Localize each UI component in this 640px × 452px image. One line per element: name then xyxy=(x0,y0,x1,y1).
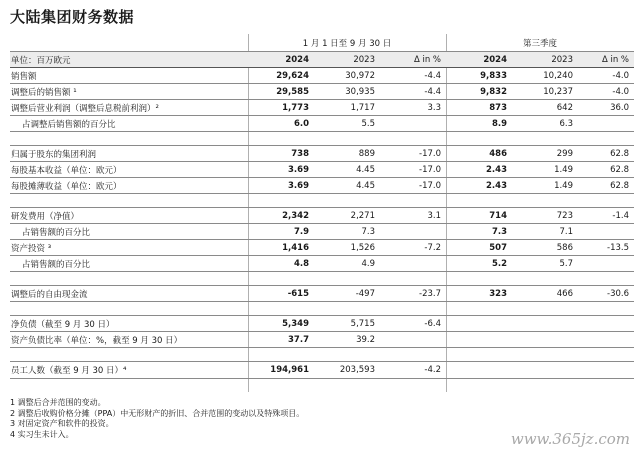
table-cell: 8.9 xyxy=(491,118,507,129)
table-cell: 723 xyxy=(556,210,573,221)
col-header: 2023 xyxy=(353,54,375,65)
row-label: 销售额 xyxy=(11,71,37,82)
table-cell xyxy=(578,316,634,331)
table-cell xyxy=(446,332,512,347)
table-cell: 5.5 xyxy=(361,118,375,129)
table-cell: 299 xyxy=(556,148,573,159)
table-row xyxy=(10,362,634,379)
watermark: www.365jz.com xyxy=(510,430,630,448)
page-title: 大陆集团财务数据 xyxy=(10,8,135,26)
table-cell xyxy=(512,362,578,378)
table-cell: -17.0 xyxy=(419,164,441,175)
table-row xyxy=(10,286,634,302)
table-cell: 1.49 xyxy=(554,164,573,175)
table-cell: 36.0 xyxy=(610,102,629,113)
table-cell: 486 xyxy=(489,148,507,159)
table-cell: 323 xyxy=(489,288,507,299)
table-cell: 586 xyxy=(556,242,573,253)
table-cell: -7.2 xyxy=(424,242,441,253)
table-row xyxy=(10,224,634,240)
footnote: 4 实习生未计入。 xyxy=(10,429,74,439)
table-cell: 2.43 xyxy=(486,180,507,191)
table-cell: 39.2 xyxy=(356,334,375,345)
table-cell: 4.8 xyxy=(293,258,309,269)
period-header-row xyxy=(10,34,634,52)
spacer-row xyxy=(10,132,634,146)
row-label: 每股摊薄收益（单位：欧元） xyxy=(11,181,122,192)
table-cell: -4.0 xyxy=(612,70,629,81)
table-row xyxy=(10,68,634,84)
table-cell: 1,526 xyxy=(350,242,375,253)
row-label: 资产投资 ³ xyxy=(11,243,52,254)
table-cell: 714 xyxy=(489,210,507,221)
row-label: 归属于股东的集团利润 xyxy=(11,149,97,160)
table-cell xyxy=(578,362,634,378)
row-label: 占销售额的百分比 xyxy=(22,227,91,238)
table-cell: 9,832 xyxy=(480,86,507,97)
col-header: 2024 xyxy=(285,54,309,65)
spacer-row xyxy=(10,302,634,316)
table-cell: -4.2 xyxy=(424,365,441,375)
col-header: Δ in % xyxy=(601,54,629,65)
column-header-row xyxy=(10,52,634,68)
table-cell xyxy=(578,256,634,271)
table-cell: 29,624 xyxy=(276,70,309,81)
row-label: 研发费用（净值） xyxy=(11,211,80,222)
table-cell: -615 xyxy=(287,288,309,299)
footnotes xyxy=(10,398,304,440)
table-cell: 3.1 xyxy=(427,210,441,221)
table-cell xyxy=(380,332,446,347)
table-cell: -17.0 xyxy=(419,148,441,159)
table-cell xyxy=(380,224,446,239)
table-cell: -1.4 xyxy=(612,210,629,221)
footnote: 1 调整后合并范围的变动。 xyxy=(10,398,106,407)
table-cell: 7.9 xyxy=(293,226,309,237)
table-cell: 10,237 xyxy=(543,86,573,97)
table-row xyxy=(10,332,634,348)
spacer-row xyxy=(10,272,634,286)
table-cell: 1.49 xyxy=(554,180,573,191)
table-cell: -6.4 xyxy=(424,318,441,329)
table-cell: 1,416 xyxy=(282,242,309,253)
table-cell: 4.45 xyxy=(356,164,375,175)
col-header: 2023 xyxy=(551,54,573,65)
footnote: 2 调整后收购价格分摊（PPA）中无形财产的折旧、合并范围的变动以及特殊项目。 xyxy=(10,408,305,418)
col-header: 2024 xyxy=(483,54,507,65)
table-cell: 3.69 xyxy=(288,180,309,191)
table-cell: 30,935 xyxy=(345,86,375,97)
row-label: 每股基本收益（单位：欧元） xyxy=(11,165,122,176)
table-row xyxy=(10,100,634,116)
table-cell: -4.4 xyxy=(424,86,441,97)
table-cell: -30.6 xyxy=(607,288,629,299)
table-cell: 873 xyxy=(489,102,507,113)
table-cell xyxy=(380,116,446,131)
table-row xyxy=(10,146,634,162)
row-label: 占销售额的百分比 xyxy=(22,259,91,270)
table-row xyxy=(10,84,634,100)
table-cell: 9,833 xyxy=(480,70,507,81)
table-cell: 6.3 xyxy=(559,118,573,129)
table-cell: 7.3 xyxy=(361,226,375,237)
table-cell: -23.7 xyxy=(419,288,441,299)
table-cell xyxy=(578,116,634,131)
table-cell: 29,585 xyxy=(276,86,309,97)
table-cell: 5.7 xyxy=(559,258,573,269)
table-cell: -497 xyxy=(355,288,375,299)
table-cell: -4.0 xyxy=(612,86,629,97)
table-cell: 5,715 xyxy=(350,318,375,329)
row-label: 调整后营业利润（调整后息税前利润）² xyxy=(11,103,159,114)
table-cell: 194,961 xyxy=(270,365,309,375)
table-cell xyxy=(446,316,512,331)
table-cell: 4.9 xyxy=(361,258,375,269)
table-row xyxy=(10,240,634,256)
row-label: 调整后的自由现金流 xyxy=(11,289,88,300)
table-row xyxy=(10,162,634,178)
table-cell: 62.8 xyxy=(610,180,629,191)
period-quarter: 第三季度 xyxy=(522,39,557,49)
table-cell xyxy=(512,332,578,347)
table-cell: 37.7 xyxy=(288,334,309,345)
financial-table xyxy=(10,34,634,379)
table-cell: -13.5 xyxy=(607,242,629,253)
table-cell: 2,271 xyxy=(350,210,375,221)
table-cell: 2.43 xyxy=(486,164,507,175)
row-label: 调整后的销售额 ¹ xyxy=(11,87,77,98)
footnote: 3 对固定资产和软件的投资。 xyxy=(10,419,114,428)
table-row xyxy=(10,316,634,332)
row-label: 员工人数（截至 9 月 30 日）⁴ xyxy=(11,366,127,376)
table-cell: 203,593 xyxy=(339,365,375,375)
table-cell: 738 xyxy=(291,148,309,159)
table-row xyxy=(10,178,634,194)
table-cell xyxy=(578,332,634,347)
table-cell xyxy=(446,362,512,378)
col-header: Δ in % xyxy=(413,54,441,65)
table-cell: 2,342 xyxy=(282,210,309,221)
table-body xyxy=(10,68,634,379)
table-cell: 62.8 xyxy=(610,148,629,159)
row-label: 资产负债比率（单位：%，截至 9 月 30 日） xyxy=(11,335,183,346)
table-cell: 62.8 xyxy=(610,164,629,175)
table-cell: 4.45 xyxy=(356,180,375,191)
period-nine-months: 1 月 1 日至 9 月 30 日 xyxy=(302,39,392,49)
table-cell: 507 xyxy=(489,242,507,253)
table-cell xyxy=(512,316,578,331)
row-label: 净负债（截至 9 月 30 日） xyxy=(11,319,115,330)
spacer-row xyxy=(10,194,634,208)
table-cell: 1,773 xyxy=(282,102,309,113)
table-cell: 466 xyxy=(556,288,573,299)
table-cell: 10,240 xyxy=(543,70,573,81)
table-row xyxy=(10,208,634,224)
spacer-row xyxy=(10,348,634,362)
table-cell: 889 xyxy=(358,148,375,159)
table-cell: 5,349 xyxy=(282,318,309,329)
table-cell: 5.2 xyxy=(491,258,507,269)
table-cell xyxy=(380,256,446,271)
table-cell: 7.1 xyxy=(559,226,573,237)
table-cell: -4.4 xyxy=(424,70,441,81)
table-cell: 7.3 xyxy=(491,226,507,237)
table-cell: -17.0 xyxy=(419,180,441,191)
table-cell: 3.69 xyxy=(288,164,309,175)
table-row xyxy=(10,256,634,272)
table-cell: 6.0 xyxy=(293,118,309,129)
table-cell: 30,972 xyxy=(345,70,375,81)
table-row xyxy=(10,116,634,132)
table-cell xyxy=(578,224,634,239)
table-cell: 642 xyxy=(556,102,573,113)
row-label: 占调整后销售额的百分比 xyxy=(22,119,116,130)
unit-label: 单位：百万欧元 xyxy=(11,55,71,66)
table-cell: 1,717 xyxy=(350,102,375,113)
table-cell: 3.3 xyxy=(427,102,441,113)
